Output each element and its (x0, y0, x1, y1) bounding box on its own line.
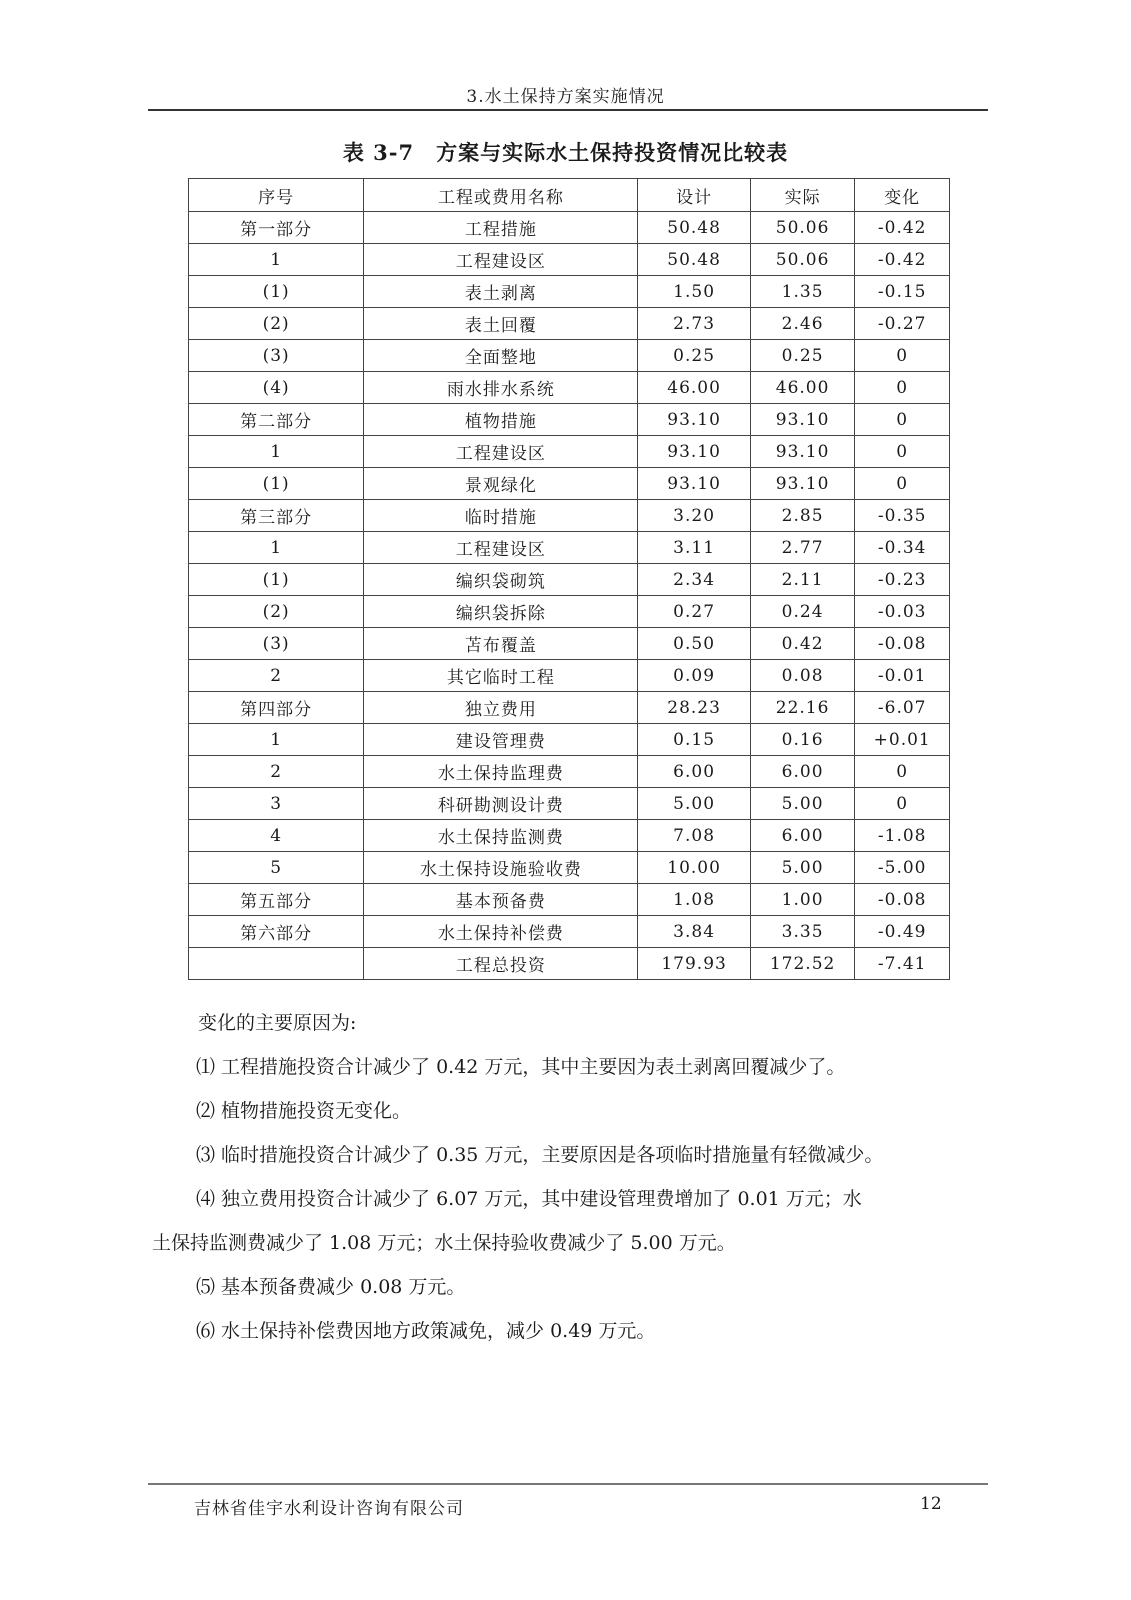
cell-actual: 50.06 (750, 244, 855, 276)
cell-actual: 22.16 (750, 692, 855, 724)
cell-design: 1.08 (638, 884, 750, 916)
table-row (189, 468, 950, 500)
cell-design: 5.00 (638, 788, 750, 820)
cell-name: 全面整地 (364, 340, 638, 372)
cell-actual: 6.00 (750, 820, 855, 852)
cell-seq: 第一部分 (189, 212, 364, 244)
cell-change: -0.27 (855, 308, 950, 340)
cell-actual: 2.85 (750, 500, 855, 532)
cell-change: +0.01 (855, 724, 950, 756)
note-item: ⑴ 工程措施投资合计减少了 0.42 万元，其中主要因为表土剥离回覆减少了。 (196, 1056, 846, 1078)
cell-design: 0.15 (638, 724, 750, 756)
cell-name: 雨水排水系统 (364, 372, 638, 404)
cell-design: 50.48 (638, 244, 750, 276)
table-row (189, 884, 950, 916)
cell-seq: 4 (189, 820, 364, 852)
footer-company-name: 吉林省佳宇水利设计咨询有限公司 (194, 1499, 464, 1519)
table-row (189, 532, 950, 564)
note-item: ⑶ 临时措施投资合计减少了 0.35 万元，主要原因是各项临时措施量有轻微减少。 (196, 1144, 884, 1166)
cell-change: -7.41 (855, 948, 950, 980)
cell-change: -0.35 (855, 500, 950, 532)
cell-actual: 2.77 (750, 532, 855, 564)
cell-seq: (2) (189, 596, 364, 628)
cell-name: 工程建设区 (364, 244, 638, 276)
cell-seq: 2 (189, 756, 364, 788)
cell-design: 3.20 (638, 500, 750, 532)
cell-change: -0.15 (855, 276, 950, 308)
investment-comparison-table (188, 178, 950, 980)
cell-actual: 2.46 (750, 308, 855, 340)
cell-design: 50.48 (638, 212, 750, 244)
cell-change: -0.03 (855, 596, 950, 628)
cell-name: 临时措施 (364, 500, 638, 532)
cell-design: 28.23 (638, 692, 750, 724)
cell-change: -0.23 (855, 564, 950, 596)
cell-actual: 0.16 (750, 724, 855, 756)
cell-design: 46.00 (638, 372, 750, 404)
cell-seq: (1) (189, 276, 364, 308)
page-number: 12 (920, 1494, 942, 1514)
cell-design: 93.10 (638, 404, 750, 436)
cell-actual: 3.35 (750, 916, 855, 948)
cell-actual: 1.00 (750, 884, 855, 916)
cell-name: 表土回覆 (364, 308, 638, 340)
cell-name: 水土保持监测费 (364, 820, 638, 852)
cell-change: 0 (855, 372, 950, 404)
cell-actual: 0.25 (750, 340, 855, 372)
table-row (189, 244, 950, 276)
cell-change: -0.49 (855, 916, 950, 948)
cell-seq: 1 (189, 532, 364, 564)
column-header-name: 工程或费用名称 (364, 179, 638, 212)
table-body (189, 212, 950, 980)
table-row (189, 500, 950, 532)
cell-seq: 3 (189, 788, 364, 820)
cell-actual: 6.00 (750, 756, 855, 788)
cell-change: 0 (855, 788, 950, 820)
cell-name: 工程措施 (364, 212, 638, 244)
cell-design: 179.93 (638, 948, 750, 980)
cell-design: 10.00 (638, 852, 750, 884)
cell-change: -0.08 (855, 884, 950, 916)
cell-name: 编织袋拆除 (364, 596, 638, 628)
note-item: ⑹ 水土保持补偿费因地方政策减免，减少 0.49 万元。 (196, 1320, 656, 1342)
cell-seq: (1) (189, 468, 364, 500)
cell-change: -0.42 (855, 212, 950, 244)
cell-name: 基本预备费 (364, 884, 638, 916)
header-divider (148, 109, 988, 111)
cell-design: 3.84 (638, 916, 750, 948)
cell-design: 93.10 (638, 468, 750, 500)
cell-seq: 2 (189, 660, 364, 692)
note-item: ⑷ 独立费用投资合计减少了 6.07 万元，其中建设管理费增加了 0.01 万元；水 (196, 1188, 862, 1210)
cell-design: 0.09 (638, 660, 750, 692)
cell-seq: (3) (189, 628, 364, 660)
cell-change: -0.08 (855, 628, 950, 660)
table-row (189, 372, 950, 404)
cell-seq: 1 (189, 244, 364, 276)
cell-change: 0 (855, 436, 950, 468)
note-item-continued: 土保持监测费减少了 1.08 万元；水土保持验收费减少了 5.00 万元。 (152, 1232, 736, 1254)
table-row (189, 436, 950, 468)
table-row (189, 788, 950, 820)
cell-design: 0.27 (638, 596, 750, 628)
table-row (189, 596, 950, 628)
cell-seq: (2) (189, 308, 364, 340)
table-row (189, 692, 950, 724)
cell-name: 工程总投资 (364, 948, 638, 980)
cell-change: 0 (855, 756, 950, 788)
cell-actual: 5.00 (750, 788, 855, 820)
cell-actual: 1.35 (750, 276, 855, 308)
cell-name: 独立费用 (364, 692, 638, 724)
cell-seq (189, 948, 364, 980)
cell-seq: 第三部分 (189, 500, 364, 532)
running-header: 3.水土保持方案实施情况 (466, 87, 665, 107)
cell-design: 7.08 (638, 820, 750, 852)
cell-name: 工程建设区 (364, 436, 638, 468)
cell-design: 93.10 (638, 436, 750, 468)
cell-actual: 0.42 (750, 628, 855, 660)
column-header-change: 变化 (855, 179, 950, 212)
table-row (189, 916, 950, 948)
cell-actual: 0.08 (750, 660, 855, 692)
cell-design: 1.50 (638, 276, 750, 308)
cell-seq: 1 (189, 436, 364, 468)
cell-seq: 1 (189, 724, 364, 756)
cell-seq: 第二部分 (189, 404, 364, 436)
table-row (189, 276, 950, 308)
table-row (189, 948, 950, 980)
cell-design: 2.73 (638, 308, 750, 340)
cell-actual: 46.00 (750, 372, 855, 404)
table-row (189, 308, 950, 340)
cell-seq: (1) (189, 564, 364, 596)
table-row (189, 724, 950, 756)
cell-design: 6.00 (638, 756, 750, 788)
cell-name: 其它临时工程 (364, 660, 638, 692)
cell-design: 0.25 (638, 340, 750, 372)
cell-actual: 172.52 (750, 948, 855, 980)
cell-seq: (3) (189, 340, 364, 372)
notes-heading: 变化的主要原因为: (198, 1012, 357, 1034)
cell-seq: (4) (189, 372, 364, 404)
table-row (189, 660, 950, 692)
cell-actual: 5.00 (750, 852, 855, 884)
cell-name: 苫布覆盖 (364, 628, 638, 660)
cell-change: 0 (855, 468, 950, 500)
cell-change: -0.34 (855, 532, 950, 564)
column-header-design: 设计 (638, 179, 750, 212)
table-row (189, 340, 950, 372)
cell-name: 景观绿化 (364, 468, 638, 500)
cell-seq: 5 (189, 852, 364, 884)
table-header-row (189, 179, 950, 212)
column-header-actual: 实际 (750, 179, 855, 212)
table-row (189, 212, 950, 244)
cell-design: 3.11 (638, 532, 750, 564)
table-row (189, 404, 950, 436)
cell-name: 建设管理费 (364, 724, 638, 756)
cell-seq: 第四部分 (189, 692, 364, 724)
note-item: ⑸ 基本预备费减少 0.08 万元。 (196, 1276, 466, 1298)
cell-name: 水土保持监理费 (364, 756, 638, 788)
cell-change: 0 (855, 404, 950, 436)
cell-name: 编织袋砌筑 (364, 564, 638, 596)
cell-seq: 第五部分 (189, 884, 364, 916)
cell-actual: 93.10 (750, 404, 855, 436)
column-header-seq: 序号 (189, 179, 364, 212)
cell-actual: 50.06 (750, 212, 855, 244)
cell-seq: 第六部分 (189, 916, 364, 948)
cell-change: -0.42 (855, 244, 950, 276)
cell-actual: 93.10 (750, 436, 855, 468)
note-item: ⑵ 植物措施投资无变化。 (196, 1100, 412, 1122)
cell-change: -0.01 (855, 660, 950, 692)
cell-change: -5.00 (855, 852, 950, 884)
cell-change: -6.07 (855, 692, 950, 724)
cell-name: 植物措施 (364, 404, 638, 436)
cell-name: 表土剥离 (364, 276, 638, 308)
table-title: 表 3-7 方案与实际水土保持投资情况比较表 (342, 140, 789, 165)
table-row (189, 820, 950, 852)
cell-name: 水土保持设施验收费 (364, 852, 638, 884)
cell-actual: 93.10 (750, 468, 855, 500)
table-row (189, 628, 950, 660)
cell-name: 水土保持补偿费 (364, 916, 638, 948)
cell-actual: 2.11 (750, 564, 855, 596)
cell-design: 0.50 (638, 628, 750, 660)
table-row (189, 756, 950, 788)
cell-actual: 0.24 (750, 596, 855, 628)
cell-change: -1.08 (855, 820, 950, 852)
cell-design: 2.34 (638, 564, 750, 596)
table-row (189, 852, 950, 884)
cell-name: 科研勘测设计费 (364, 788, 638, 820)
table-row (189, 564, 950, 596)
cell-name: 工程建设区 (364, 532, 638, 564)
footer-divider (148, 1483, 988, 1485)
cell-change: 0 (855, 340, 950, 372)
